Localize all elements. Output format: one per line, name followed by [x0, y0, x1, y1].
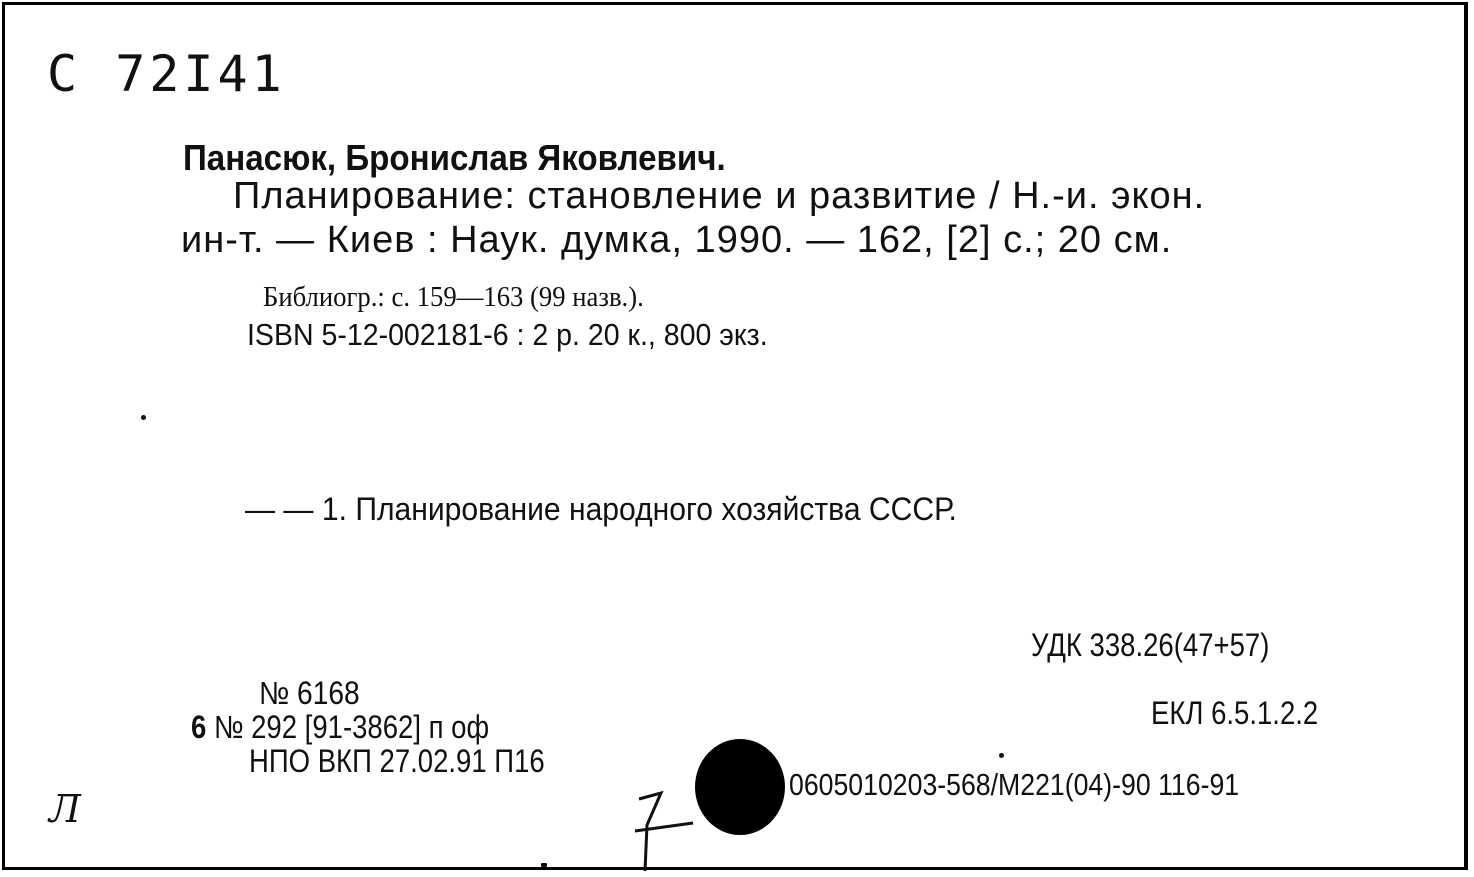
title-line-1: Планирование: становление и развитие / Н.-и. экон.	[233, 175, 1206, 217]
handwritten-seven	[617, 785, 707, 877]
udk-code: УДК 338.26(47+57)	[1031, 627, 1270, 663]
order-rest: № 292 [91-3862] п оф	[213, 709, 490, 745]
author-heading: Панасюк, Бронислав Яковлевич.	[183, 137, 726, 178]
catalog-card	[2, 2, 1468, 870]
order-line	[191, 709, 489, 746]
ink-blot	[695, 739, 785, 835]
bottom-dot	[541, 863, 547, 867]
card-number: № 6168	[259, 675, 360, 711]
title-line-2: ин-т. — Киев : Наук. думка, 1990. — 162, [2] с.; 20 см.	[181, 219, 1173, 261]
ekl-code: ЕКЛ 6.5.1.2.2	[1151, 695, 1319, 731]
isbn-line: ISBN 5-12-002181-6 : 2 р. 20 к., 800 экз.	[247, 317, 768, 352]
subject-heading: — — 1. Планирование народного хозяйства СССР.	[245, 491, 957, 527]
handwritten-mark-left: Л	[49, 787, 81, 831]
npo-line: НПО ВКП 27.02.91 П16	[249, 743, 545, 779]
call-number: C 72I41	[47, 45, 286, 103]
stray-dot	[141, 415, 146, 420]
small-dot	[999, 753, 1004, 758]
classification-code: 0605010203-568/М221(04)-90 116-91	[789, 767, 1240, 802]
order-prefix: 6	[191, 709, 207, 745]
bibliography-note: Библиогр.: с. 159—163 (99 назв.).	[263, 281, 644, 313]
